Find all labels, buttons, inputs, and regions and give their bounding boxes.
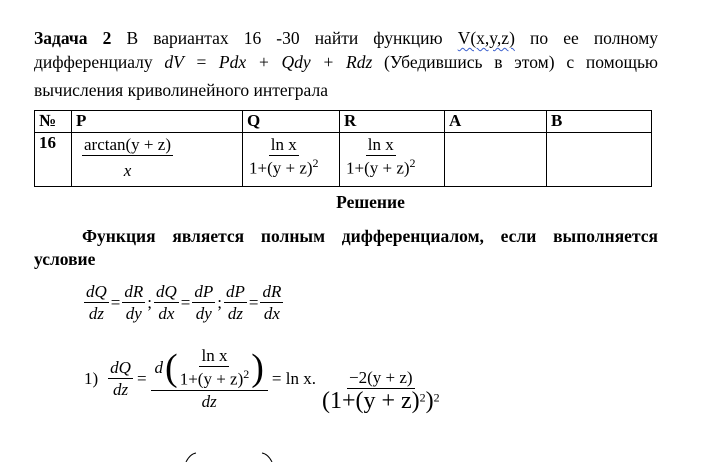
differential-formula: dV = Pdx + Qdy + Rdz xyxy=(164,52,373,72)
step-1-formula xyxy=(84,344,442,414)
cond-frac-1-den: dz xyxy=(88,304,104,324)
step-1-result-den-base: (1+(y + z) xyxy=(321,388,420,415)
r-exponent: 2 xyxy=(409,156,416,171)
header-b: B xyxy=(547,111,652,133)
cond-frac-5 xyxy=(224,282,247,325)
step-1-inner-den-base: 1+(y + z) xyxy=(179,369,244,389)
cond-eq-2: = xyxy=(180,293,191,313)
step-1-result-den xyxy=(320,389,442,413)
step-1-result xyxy=(320,368,442,414)
fragment-right-paren xyxy=(262,453,272,462)
cond-sep-1: ; xyxy=(147,293,152,313)
step-1-lhs-num: dQ xyxy=(108,358,133,379)
r-denominator xyxy=(344,156,418,179)
cond-frac-4-den: dy xyxy=(195,304,212,324)
condition-formula xyxy=(84,282,283,325)
header-r: R xyxy=(340,111,445,133)
task-text: В вариантах 16 -30 найти функцию xyxy=(126,28,443,48)
cond-eq-1: = xyxy=(110,293,121,313)
cond-sep-2: ; xyxy=(217,293,222,313)
p-denominator: x xyxy=(123,161,132,181)
paragraph-line-2: условие xyxy=(34,249,96,269)
step-1-inner-num: ln x xyxy=(199,346,229,367)
step-1-outer-den: dz xyxy=(201,391,217,411)
step-1-derivative xyxy=(151,346,268,413)
cond-frac-2 xyxy=(122,282,145,325)
header-a: A xyxy=(445,111,547,133)
step-1-inner-exp: 2 xyxy=(243,366,250,381)
cell-b xyxy=(547,133,652,187)
r-fraction xyxy=(344,135,418,179)
paragraph-line-1: Функция является полным дифференциалом, если выполняется xyxy=(82,226,658,246)
task-line-2 xyxy=(34,52,658,73)
cond-frac-4-num: dP xyxy=(192,282,215,303)
step-1-d: d xyxy=(154,357,164,377)
step-1-result-prefix: = ln x. xyxy=(271,368,316,388)
cond-frac-6-den: dx xyxy=(263,304,280,324)
step-1-eq: = xyxy=(136,368,147,388)
step-1-result-den-exp: 2 xyxy=(419,390,426,405)
step-1-lhs-den: dz xyxy=(113,379,129,399)
p-fraction xyxy=(82,135,173,182)
q-denominator xyxy=(247,156,321,179)
variant-table xyxy=(34,110,652,187)
cond-frac-3-den: dx xyxy=(158,304,175,324)
task-text-start: дифференциалу xyxy=(34,52,153,72)
cond-frac-6 xyxy=(260,282,283,325)
step-1-inner xyxy=(178,346,252,390)
cond-frac-1 xyxy=(84,282,109,325)
task-line-1 xyxy=(34,28,658,49)
function-name: V(x,y,z) xyxy=(457,28,515,48)
task-line-3: вычисления криволинейного интеграла xyxy=(34,80,328,100)
step-1-label: 1) xyxy=(84,368,99,388)
row-number: 16 xyxy=(35,133,72,187)
cond-frac-3 xyxy=(154,282,179,325)
q-fraction xyxy=(247,135,321,179)
header-p: P xyxy=(72,111,243,133)
step-1-lhs xyxy=(108,358,133,401)
task-text-tail: по ее полному xyxy=(530,28,659,48)
step-1-derivative-num xyxy=(151,346,268,391)
step-1-result-num: −2(y + z) xyxy=(347,368,415,389)
cell-q xyxy=(243,133,340,187)
r-denominator-base: 1+(y + z) xyxy=(346,159,410,179)
cond-frac-2-den: dy xyxy=(125,304,142,324)
step-1-inner-den xyxy=(178,367,252,390)
cond-eq-3: = xyxy=(248,293,259,313)
solution-heading: Решение xyxy=(336,192,405,212)
cond-frac-4 xyxy=(192,282,215,325)
cond-frac-2-num: dR xyxy=(122,282,145,303)
r-numerator: ln x xyxy=(366,135,396,156)
cell-r xyxy=(340,133,445,187)
step-1-result-den-close: ) xyxy=(425,388,434,415)
left-paren: ( xyxy=(165,346,178,389)
next-formula-fragment xyxy=(150,452,280,462)
table-row xyxy=(35,133,652,187)
right-paren: ) xyxy=(251,346,264,389)
cond-frac-5-num: dP xyxy=(224,282,247,303)
task-text-rest: (Убедившись в этом) с помощью xyxy=(384,52,658,72)
task-label: Задача 2 xyxy=(34,28,112,48)
cond-frac-5-den: dz xyxy=(227,304,243,324)
cell-p xyxy=(72,133,243,187)
header-number: № xyxy=(35,111,72,133)
cond-frac-6-num: dR xyxy=(260,282,283,303)
cond-frac-1-num: dQ xyxy=(84,282,109,303)
cond-frac-3-num: dQ xyxy=(154,282,179,303)
q-numerator: ln x xyxy=(269,135,299,156)
step-1-result-den-outer-exp: 2 xyxy=(433,390,440,405)
p-numerator: arctan(y + z) xyxy=(82,135,173,156)
q-denominator-base: 1+(y + z) xyxy=(249,159,313,179)
fragment-left-paren xyxy=(186,453,196,462)
table-header-row xyxy=(35,111,652,133)
q-exponent: 2 xyxy=(312,156,319,171)
cell-a xyxy=(445,133,547,187)
header-q: Q xyxy=(243,111,340,133)
